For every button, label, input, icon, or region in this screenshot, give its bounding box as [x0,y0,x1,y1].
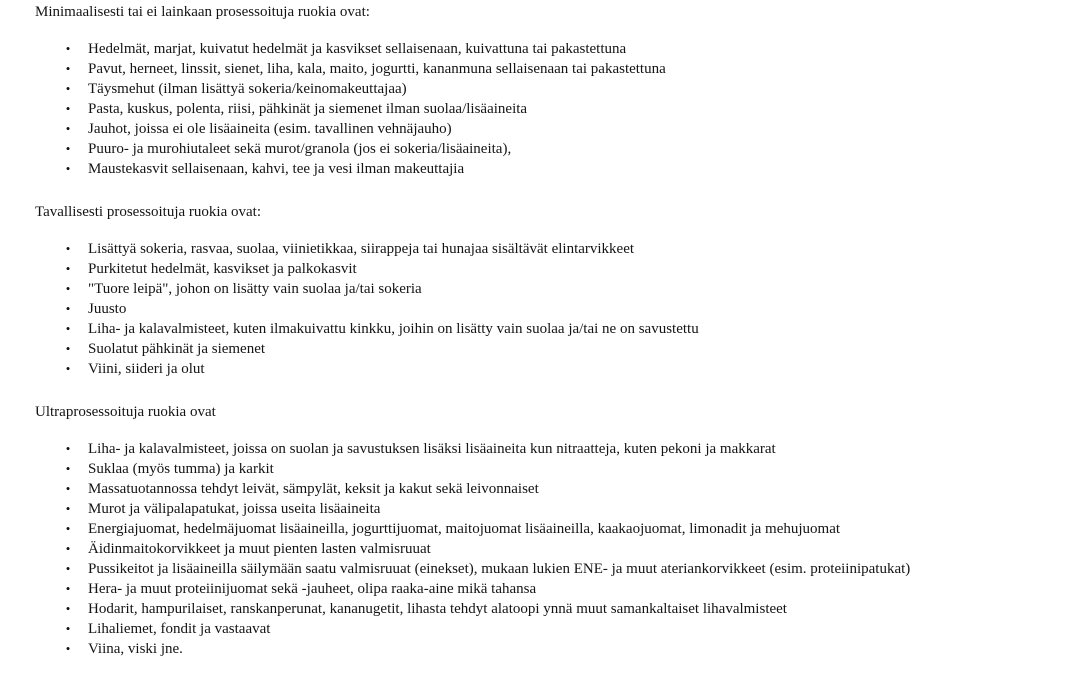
list-item-text: Suolatut pähkinät ja siemenet [88,341,266,357]
bullet-icon: • [65,281,71,296]
bullet-icon: • [65,41,71,56]
list-item [0,319,699,339]
list-item-text: Pasta, kuskus, polenta, riisi, pähkinät ja siemenet ilman suolaa/lisäaineita [88,101,528,117]
section-heading-processed: Tavallisesti prosessoituja ruokia ovat: [35,204,261,220]
list-item [0,259,699,279]
bullet-icon: • [65,541,71,556]
bullet-icon: • [65,581,71,596]
list-item [0,139,666,159]
list-item-text: Purkitetut hedelmät, kasvikset ja palkokasvit [88,261,357,277]
bullet-icon: • [65,261,71,276]
list-ultra-processed [0,439,910,659]
bullet-icon: • [65,601,71,616]
bullet-icon: • [65,481,71,496]
section-heading-ultra-processed: Ultraprosessoituja ruokia ovat [35,404,216,420]
list-item [0,599,910,619]
list-item [0,559,910,579]
bullet-icon: • [65,461,71,476]
list-item-text: Lihaliemet, fondit ja vastaavat [88,621,271,637]
list-item-text: Murot ja välipalapatukat, joissa useita lisäaineita [88,501,381,517]
list-item [0,239,699,259]
list-item [0,479,910,499]
bullet-icon: • [65,561,71,576]
list-item [0,119,666,139]
list-processed [0,239,699,379]
list-item-text: Hera- ja muut proteiinijuomat sekä -jauheet, olipa raaka-aine mikä tahansa [88,581,537,597]
list-item [0,579,910,599]
list-item [0,439,910,459]
list-item [0,159,666,179]
bullet-icon: • [65,321,71,336]
list-item [0,619,910,639]
bullet-icon: • [65,81,71,96]
bullet-icon: • [65,361,71,376]
list-item [0,519,910,539]
list-item-text: Suklaa (myös tumma) ja karkit [88,461,274,477]
list-item [0,359,699,379]
list-item-text: Pussikeitot ja lisäaineilla säilymään saatu valmisruuat (einekset), mukaan lukien ENE- ja muut ateriankorvikkeet (esim. proteiinipatukat) [88,561,911,577]
list-item-text: Massatuotannossa tehdyt leivät, sämpylät, keksit ja kakut sekä leivonnaiset [88,481,539,497]
list-item-text: Hedelmät, marjat, kuivatut hedelmät ja kasvikset sellaisenaan, kuivattuna tai pakastettuna [88,41,627,57]
list-item [0,459,910,479]
list-item [0,59,666,79]
list-item [0,99,666,119]
bullet-icon: • [65,141,71,156]
list-item-text: Puuro- ja murohiutaleet sekä murot/granola (jos ei sokeria/lisäaineita), [88,141,512,157]
list-item-text: Viini, siideri ja olut [88,361,205,377]
bullet-icon: • [65,501,71,516]
bullet-icon: • [65,301,71,316]
list-item-text: Jauhot, joissa ei ole lisäaineita (esim. tavallinen vehnäjauho) [88,121,452,137]
list-item-text: "Tuore leipä", johon on lisätty vain suolaa ja/tai sokeria [88,281,422,297]
list-item-text: Energiajuomat, hedelmäjuomat lisäaineilla, jogurttijuomat, maitojuomat lisäaineilla, kaakaojuomat, limonadit ja mehujuomat [88,521,841,537]
list-item-text: Viina, viski jne. [88,641,183,657]
bullet-icon: • [65,161,71,176]
bullet-icon: • [65,341,71,356]
section-heading-minimally-processed: Minimaalisesti tai ei lainkaan prosessoituja ruokia ovat: [35,4,370,20]
list-item-text: Hodarit, hampurilaiset, ranskanperunat, kananugetit, lihasta tehdyt alatoopi ynnä muut samankaltaiset lihavalmisteet [88,601,787,617]
bullet-icon: • [65,241,71,256]
bullet-icon: • [65,101,71,116]
list-item-text: Täysmehut (ilman lisättyä sokeria/keinomakeuttajaa) [88,81,407,97]
list-item-text: Liha- ja kalavalmisteet, joissa on suolan ja savustuksen lisäksi lisäaineita kun nitraatteja, kuten pekoni ja makkarat [88,441,776,457]
bullet-icon: • [65,521,71,536]
list-item-text: Juusto [88,301,127,317]
list-item-text: Lisättyä sokeria, rasvaa, suolaa, viinietikkaa, siirappeja tai hunajaa sisältävät elintarvikkeet [88,241,635,257]
list-item-text: Äidinmaitokorvikkeet ja muut pienten lasten valmisruuat [88,541,431,557]
bullet-icon: • [65,121,71,136]
list-item [0,639,910,659]
list-item [0,339,699,359]
list-item-text: Liha- ja kalavalmisteet, kuten ilmakuivattu kinkku, joihin on lisätty vain suolaa ja/tai ne on savustettu [88,321,699,337]
bullet-icon: • [65,441,71,456]
bullet-icon: • [65,621,71,636]
bullet-icon: • [65,61,71,76]
list-item [0,39,666,59]
list-item [0,539,910,559]
list-item-text: Maustekasvit sellaisenaan, kahvi, tee ja vesi ilman makeuttajia [88,161,465,177]
list-minimally-processed [0,39,666,179]
list-item [0,279,699,299]
list-item [0,299,699,319]
list-item-text: Pavut, herneet, linssit, sienet, liha, kala, maito, jogurtti, kananmuna sellaisenaan tai pakastettuna [88,61,666,77]
list-item [0,79,666,99]
list-item [0,499,910,519]
bullet-icon: • [65,641,71,656]
